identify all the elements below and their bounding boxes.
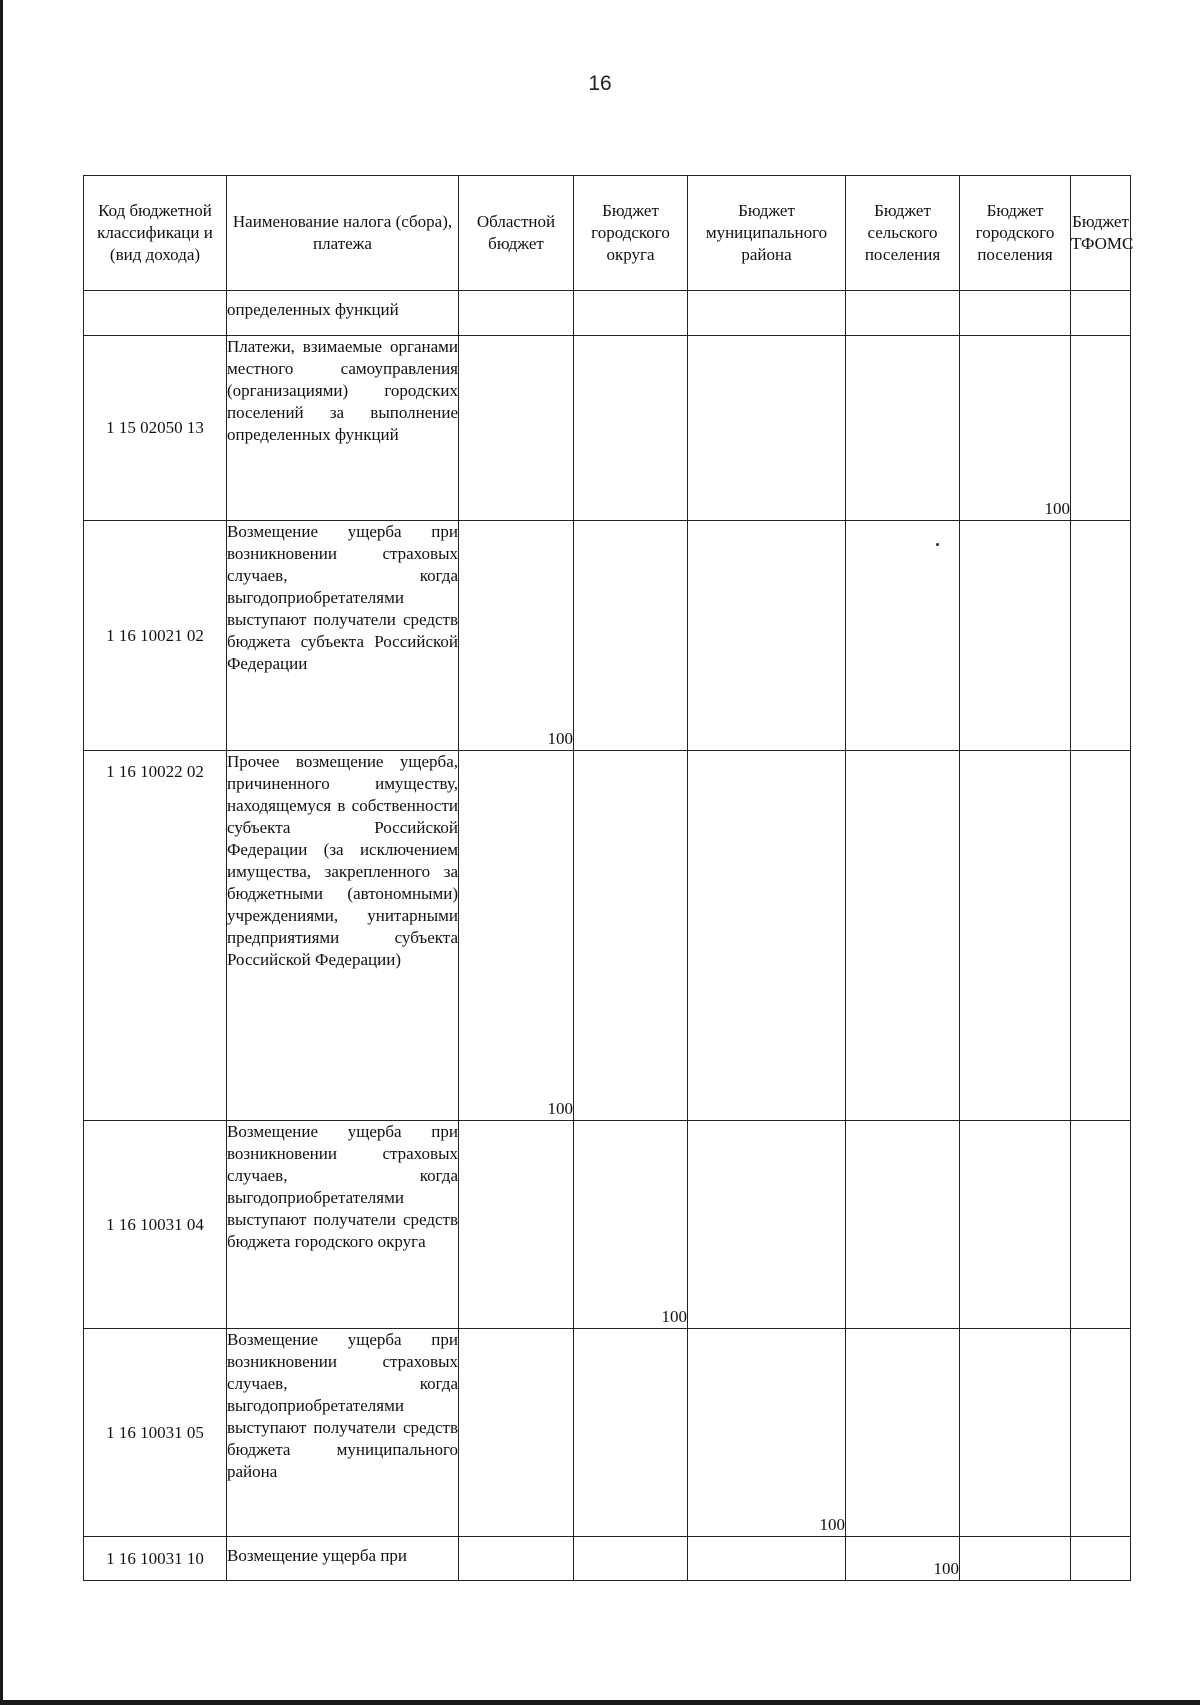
value-municipal-district <box>688 1537 846 1581</box>
value-municipal-district <box>688 1121 846 1329</box>
value-tfoms <box>1071 336 1131 521</box>
row-name-text: Возмещение ущерба при возникновении страховых случаев, когда выгодоприобретателями выступают получатели средств бюджета субъекта Российской Федерации <box>227 522 458 673</box>
value-rural-settlement: 100 <box>846 1537 960 1581</box>
value-rural-settlement <box>846 1329 960 1537</box>
table-row <box>84 291 1131 336</box>
value-city-district: 100 <box>574 1121 688 1329</box>
table-row <box>84 336 1131 521</box>
column-header-urban-settlement: Бюджет городского поселения <box>960 176 1071 291</box>
row-name <box>227 336 459 521</box>
value-municipal-district <box>688 291 846 336</box>
row-name-text: Платежи, взимаемые органами местного самоуправления (организациями) городских поселений за выполнение определенных функций <box>227 337 458 444</box>
value-municipal-district <box>688 336 846 521</box>
value-regional <box>459 1121 574 1329</box>
header-row <box>84 176 1131 291</box>
column-header-name: Наименование налога (сбора), платежа <box>227 176 459 291</box>
row-code: 1 16 10022 02 <box>84 751 227 1121</box>
value-tfoms <box>1071 1329 1131 1537</box>
value-city-district <box>574 751 688 1121</box>
value-tfoms <box>1071 291 1131 336</box>
column-header-tfoms: Бюджет ТФОМС <box>1071 176 1131 291</box>
table-row <box>84 1537 1131 1581</box>
value-tfoms <box>1071 1121 1131 1329</box>
value-tfoms <box>1071 1537 1131 1581</box>
value-urban-settlement <box>960 1121 1071 1329</box>
table-row <box>84 521 1131 751</box>
table-row <box>84 1329 1131 1537</box>
scan-edge-bottom <box>0 1700 1200 1705</box>
value-city-district <box>574 521 688 751</box>
value-municipal-district: 100 <box>688 1329 846 1537</box>
value-urban-settlement <box>960 521 1071 751</box>
scan-edge-left <box>0 0 3 1705</box>
value-urban-settlement <box>960 291 1071 336</box>
value-municipal-district <box>688 521 846 751</box>
row-name-text: Возмещение ущерба при возникновении страховых случаев, когда выгодоприобретателями выступают получатели средств бюджета городского округа <box>227 1122 458 1251</box>
value-urban-settlement: 100 <box>960 336 1071 521</box>
row-name <box>227 1329 459 1537</box>
value-regional <box>459 1537 574 1581</box>
row-name <box>227 291 459 336</box>
budget-classification-table <box>83 175 1134 1581</box>
page-number: 16 <box>588 72 612 95</box>
row-name <box>227 521 459 751</box>
row-name-text: Возмещение ущерба при <box>227 1546 408 1565</box>
row-name <box>227 1121 459 1329</box>
value-rural-settlement <box>846 1121 960 1329</box>
row-name-text: Прочее возмещение ущерба, причиненного имуществу, находящемуся в собственности субъекта Российской Федерации (за исключением имущества, закрепленного за бюджетными (автономными) учреждениями, унитарными предприятиями субъекта Российской Федерации) <box>227 752 458 969</box>
row-code: 1 16 10021 02 <box>84 521 227 751</box>
value-rural-settlement <box>846 336 960 521</box>
row-name <box>227 751 459 1121</box>
value-tfoms <box>1071 521 1131 751</box>
row-code: 1 16 10031 04 <box>84 1121 227 1329</box>
table-row <box>84 1121 1131 1329</box>
value-tfoms <box>1071 751 1131 1121</box>
column-header-regional: Областной бюджет <box>459 176 574 291</box>
value-regional <box>459 1329 574 1537</box>
value-city-district <box>574 1537 688 1581</box>
column-header-city-district: Бюджет городского округа <box>574 176 688 291</box>
column-header-rural-settlement: Бюджет сельского поселения <box>846 176 960 291</box>
value-municipal-district <box>688 751 846 1121</box>
value-regional: 100 <box>459 521 574 751</box>
value-city-district <box>574 1329 688 1537</box>
value-rural-settlement <box>846 521 960 751</box>
value-city-district <box>574 336 688 521</box>
scan-speck <box>936 543 939 546</box>
table-row <box>84 751 1131 1121</box>
value-urban-settlement <box>960 751 1071 1121</box>
row-code <box>84 291 227 336</box>
value-urban-settlement <box>960 1537 1071 1581</box>
row-code: 1 16 10031 10 <box>84 1537 227 1581</box>
column-header-code: Код бюджетной классификаци и (вид дохода) <box>84 176 227 291</box>
row-code: 1 16 10031 05 <box>84 1329 227 1537</box>
row-name-text: Возмещение ущерба при возникновении страховых случаев, когда выгодоприобретателями выступают получатели средств бюджета муниципального района <box>227 1330 458 1481</box>
value-regional <box>459 336 574 521</box>
value-regional <box>459 291 574 336</box>
row-name <box>227 1537 459 1581</box>
value-urban-settlement <box>960 1329 1071 1537</box>
value-regional: 100 <box>459 751 574 1121</box>
column-header-municipal-district: Бюджет муниципального района <box>688 176 846 291</box>
value-rural-settlement <box>846 751 960 1121</box>
row-name-text: определенных функций <box>227 300 399 319</box>
value-city-district <box>574 291 688 336</box>
value-rural-settlement <box>846 291 960 336</box>
row-code: 1 15 02050 13 <box>84 336 227 521</box>
